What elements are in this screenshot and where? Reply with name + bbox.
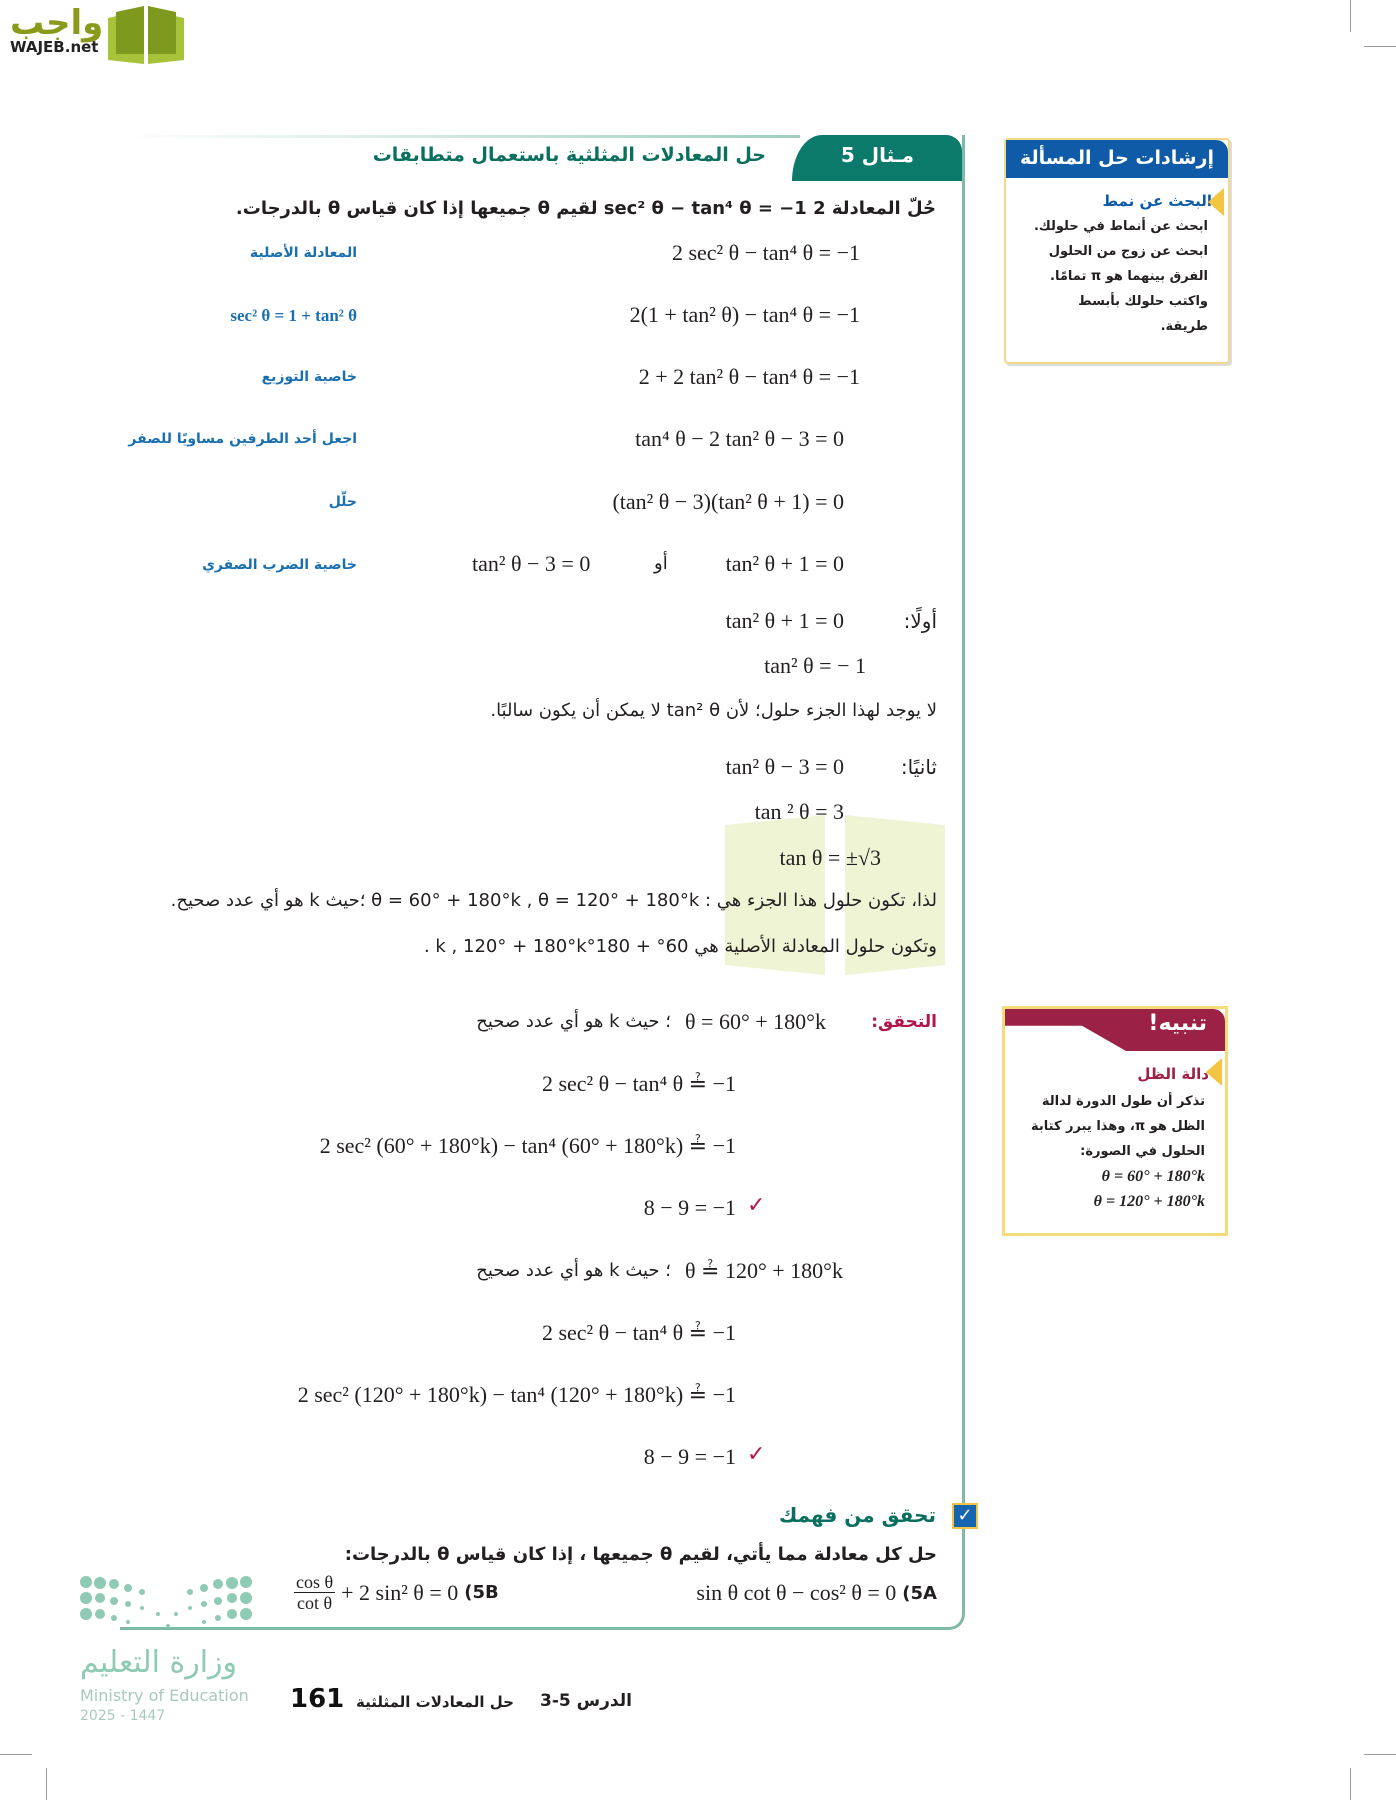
conclusion-line: لذا، تكون حلول هذا الجزء هي : θ = 60° + 180°k , θ = 120° + 180°k ؛حيث k هو أي عدد صحيح. [170,890,937,911]
verify-note: ؛ حيث k هو أي عدد صحيح [476,1011,671,1032]
hint-box [1004,138,1230,364]
edition-year: 2025 - 1447 [80,1708,166,1724]
practice-title: تحقق من فهمك [779,1503,936,1527]
logo-english: WAJEB.net [10,38,99,56]
ministry-logo-dots [78,1574,254,1634]
step-reason: خاصية التوزيع [261,369,357,385]
hint-line: الفرق بينهما هو π تمامًا. [1050,269,1208,284]
exercise-5a [696,1580,937,1606]
crop-mark [0,1754,32,1755]
warning-title: تنبيه! [1148,1011,1207,1036]
exercise-5b [294,1572,499,1613]
exercise-equation: + 2 sin² θ = 0 [341,1579,459,1605]
check-icon: ✓ [747,1442,766,1467]
crop-mark [1350,0,1351,32]
case-equation: tan² θ + 1 = 0 [725,608,844,633]
crop-mark [1350,1768,1351,1800]
page-number: 161 [290,1684,345,1714]
pointer-icon [1208,188,1224,216]
pointer-icon [1206,1058,1222,1086]
verify-equation: 8 − 9 = −1 [643,1195,736,1220]
step-reason: sec² θ = 1 + tan² θ [230,306,357,325]
step-equation: 2 + 2 tan² θ − tan⁴ θ = −1 [638,364,860,389]
denominator: cot θ [297,1593,333,1613]
crop-mark [1364,46,1396,47]
verify-equation: 2 sec² (60° + 180°k) − tan⁴ (60° + 180°k) ≟ −1 [319,1133,736,1158]
verify-equation: 2 sec² θ − tan⁴ θ ≟ −1 [541,1071,736,1096]
verify-note: ؛ حيث k هو أي عدد صحيح [476,1260,671,1281]
exercise-equation: sin θ cot θ − cos² θ = 0 [696,1580,897,1605]
ministry-name-english: Ministry of Education [80,1686,249,1705]
verify-equation: 8 − 9 = −1 [643,1444,736,1469]
case-equation: tan² θ − 3 = 0 [725,754,844,779]
step-reason: اجعل أحد الطرفين مساويًا للصفر [128,431,357,447]
verify-equation: 2 sec² (120° + 180°k) − tan⁴ (120° + 180°k) ≟ −1 [297,1382,736,1407]
case-equation: tan² θ = − 1 [764,653,866,678]
step-equation: 2(1 + tan² θ) − tan⁴ θ = −1 [629,302,860,327]
step-equation: (tan² θ − 3)(tan² θ + 1) = 0 [612,489,844,514]
warning-subtitle: دالة الظل [1137,1065,1209,1083]
ministry-name-arabic: وزارة التعليم [80,1645,238,1680]
warning-line: الحلول في الصورة: [1080,1144,1205,1159]
step-equation-left: tan² θ − 3 = 0 [472,551,591,576]
logo-arabic: واجب [10,3,104,43]
warning-box [1002,1006,1228,1236]
step-reason: المعادلة الأصلية [249,245,357,261]
exercise-label: 5A) [902,1582,937,1604]
hint-line: طريقة. [1160,319,1208,334]
hint-line: ابحث عن زوج من الحلول [1048,244,1208,259]
step-equation: tan⁴ θ − 2 tan² θ − 3 = 0 [635,426,844,451]
step-reason: خاصية الضرب الصفري [202,557,357,573]
case-equation: tan θ = ±√3 [779,845,881,870]
crop-mark [1364,1754,1396,1755]
hint-line: ابحث عن أنماط في حلولك. [1033,219,1208,234]
practice-instruction: حل كل معادلة مما يأتي، لقيم θ جميعها ، إذا كان قياس θ بالدرجات: [344,1544,937,1565]
step-equation: 2 sec² θ − tan⁴ θ = −1 [671,240,860,265]
exercise-label: 5B) [464,1582,499,1603]
verify-equation: 2 sec² θ − tan⁴ θ ≟ −1 [541,1320,736,1345]
numerator: cos θ [296,1572,334,1592]
hint-subtitle: البحث عن نمط [1102,192,1212,210]
verify-equation: θ = 60° + 180°k [685,1009,826,1034]
case-label: ثانيًا: [900,755,937,779]
check-icon: ✓ [747,1193,766,1218]
warning-line: الظل هو π، وهذا يبرر كتابة [1031,1119,1205,1134]
warning-body [1031,1089,1205,1214]
fraction [294,1572,335,1613]
warning-line: تذكر أن طول الدورة لدالة [1041,1094,1205,1109]
step-reason: حلّل [328,494,357,510]
book-icon [104,4,188,68]
lesson-title: حل المعادلات المثلثية [356,1693,514,1711]
checkbox-icon: ✓ [952,1503,978,1529]
conclusion-line: وتكون حلول المعادلة الأصلية هي 60° + 180°k , 120° + 180°k . [423,936,937,957]
verify-label: التحقق: [871,1012,937,1032]
case-label: أولًا: [903,609,937,633]
hint-line: واكتب حلولك بأبسط [1078,294,1208,309]
wajeb-logo [10,4,103,56]
case-note: لا يوجد لهذا الجزء حلول؛ لأن tan² θ لا يمكن أن يكون سالبًا. [490,700,937,721]
example-tab [792,135,962,181]
lesson-number: الدرس 5-3 [540,1691,632,1711]
hint-body [1034,214,1208,339]
hint-title: إرشادات حل المسألة [1006,140,1228,178]
example-title: حل المعادلات المثلثية باستعمال متطابقات [372,144,766,166]
verify-equation: θ ≟ 120° + 180°k [685,1258,843,1283]
or-label: أو [654,553,668,574]
divider [120,135,800,138]
warning-formula: θ = 60° + 180°k [1101,1168,1205,1185]
crop-mark [46,1768,47,1800]
example-label: مـثال 5 [840,143,914,167]
case-equation: tan ² θ = 3 [754,799,844,824]
problem-statement: حُلّ المعادلة 2 sec² θ − tan⁴ θ = −1 لقيم θ جميعها إذا كان قياس θ بالدرجات. [235,198,936,219]
step-equation-right: tan² θ + 1 = 0 [725,551,844,576]
warning-formula: θ = 120° + 180°k [1093,1193,1205,1210]
